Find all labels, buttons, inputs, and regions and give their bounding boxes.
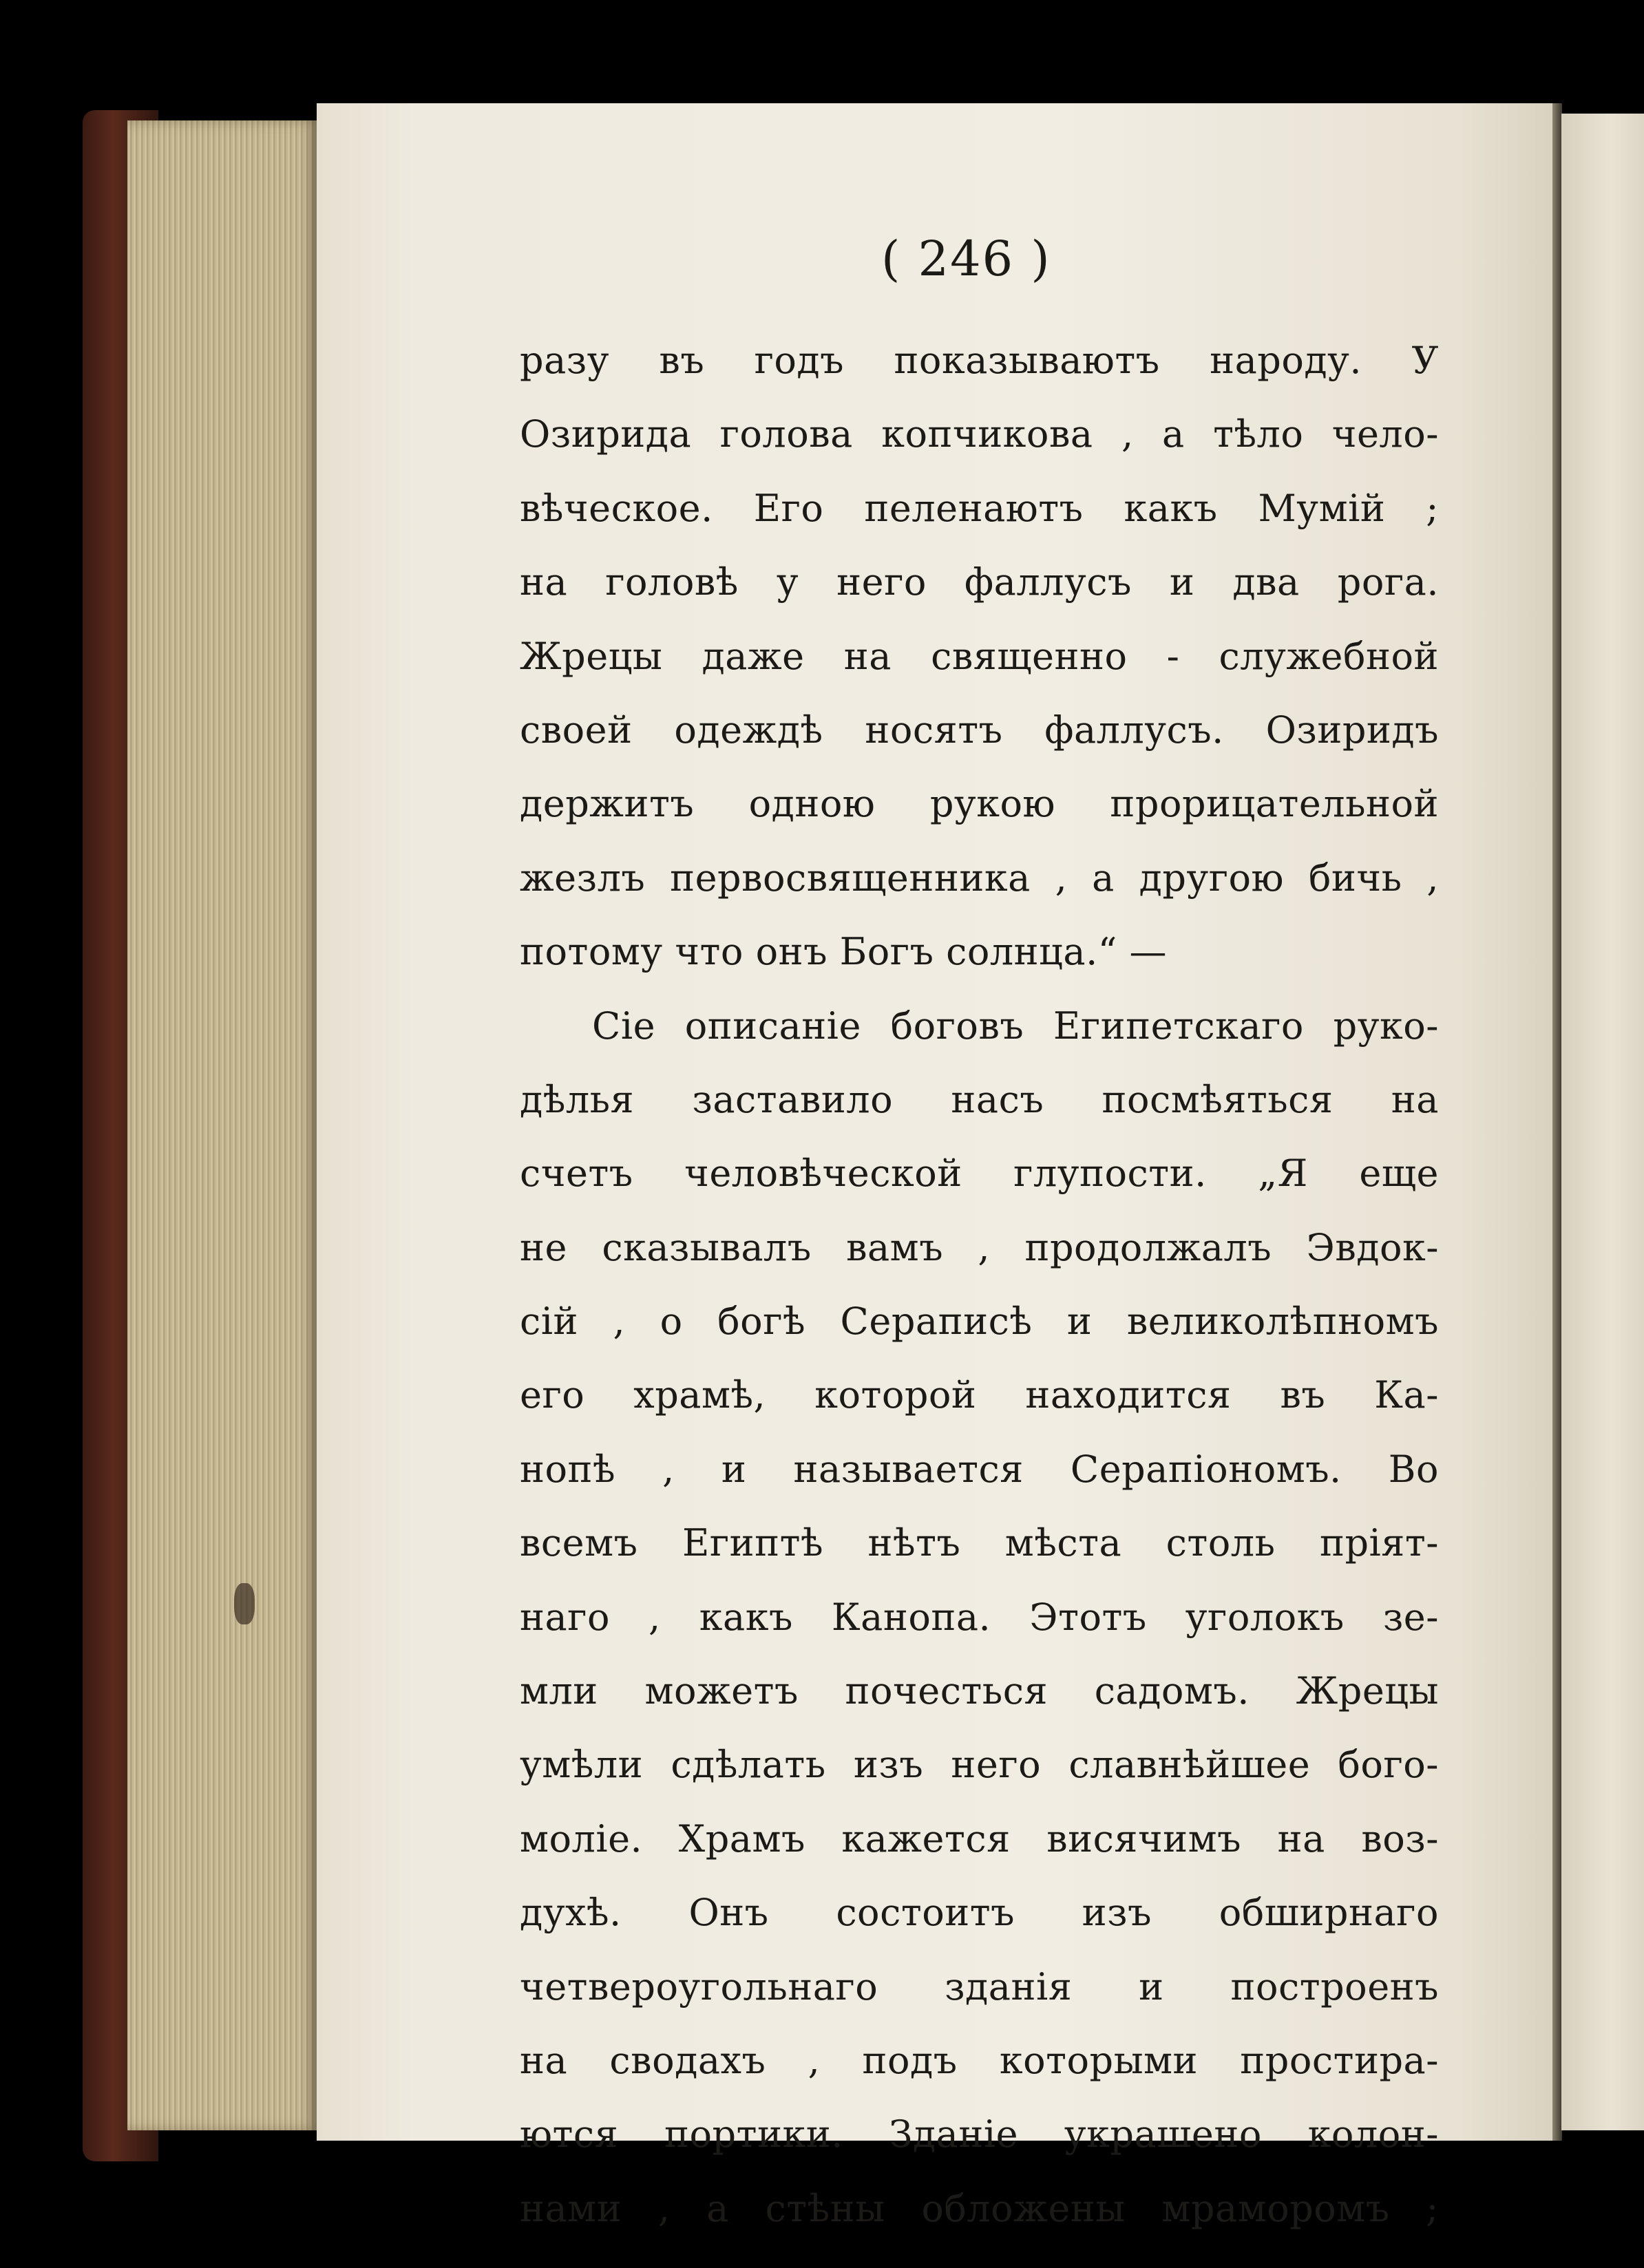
text-line: всемъ Египтѣ нѣтъ мѣста столь пріят- (520, 1521, 1439, 1565)
text-line: разу въ годъ показываютъ народу. У (520, 339, 1439, 382)
text-line: его храмѣ, которой находится въ Ка- (520, 1373, 1439, 1417)
book-gutter (1552, 103, 1562, 2141)
text-line: сій , о богѣ Сераписѣ и великолѣпномъ (520, 1300, 1439, 1344)
text-line: четвероугольнаго зданія и построенъ (520, 1964, 1439, 2009)
text-line: умѣли сдѣлать изъ него славнѣйшее бого- (520, 1743, 1439, 1787)
page-edge-stain (234, 1583, 255, 1624)
text-line: ются портики. Зданіе украшено колон- (520, 2112, 1439, 2156)
text-line: не сказывалъ вамъ , продолжалъ Эвдок- (520, 1225, 1439, 1269)
page-stack-edge (127, 120, 320, 2130)
page-text (520, 324, 1439, 2245)
text-line: моліе. Храмъ кажется висячимъ на воз- (520, 1816, 1439, 1861)
text-line: дѣлья заставило насъ посмѣяться на (520, 1077, 1439, 1121)
text-line: Сіе описаніе боговъ Египетскаго руко- (592, 1004, 1439, 1048)
text-line: на сводахъ , подъ которыми простира- (520, 2038, 1439, 2082)
text-line: своей одеждѣ носятъ фаллусъ. Озиридъ (520, 708, 1439, 752)
text-line: нами , а стѣны обложены мраморомъ ; (520, 2186, 1439, 2230)
text-line: нопѣ , и называется Серапіономъ. Во (520, 1447, 1439, 1491)
text-line: потому что онъ Богъ солнца.“ — (520, 930, 1168, 974)
text-line: Жрецы даже на священно - служебной (520, 634, 1439, 678)
text-line: наго , какъ Канопа. Этотъ уголокъ зе- (520, 1595, 1439, 1639)
facing-page-edge (1561, 114, 1644, 2130)
page-number: ( 246 ) (881, 231, 1051, 287)
text-line: вѣческое. Его пеленаютъ какъ Мумій ; (520, 486, 1439, 530)
text-line: мли можетъ почесться садомъ. Жрецы (520, 1669, 1439, 1713)
text-line: счетъ человѣческой глупости. „Я еще (520, 1152, 1439, 1196)
text-line: жезлъ первосвященника , а другою бичь , (520, 856, 1439, 900)
text-line: держитъ одною рукою прорицательной (520, 782, 1439, 826)
text-line: духѣ. Онъ состоитъ изъ обширнаго (520, 1891, 1439, 1935)
text-line: Озирида голова копчикова , а тѣло чело- (520, 412, 1439, 456)
text-line: на головѣ у него фаллусъ и два рога. (520, 560, 1439, 604)
